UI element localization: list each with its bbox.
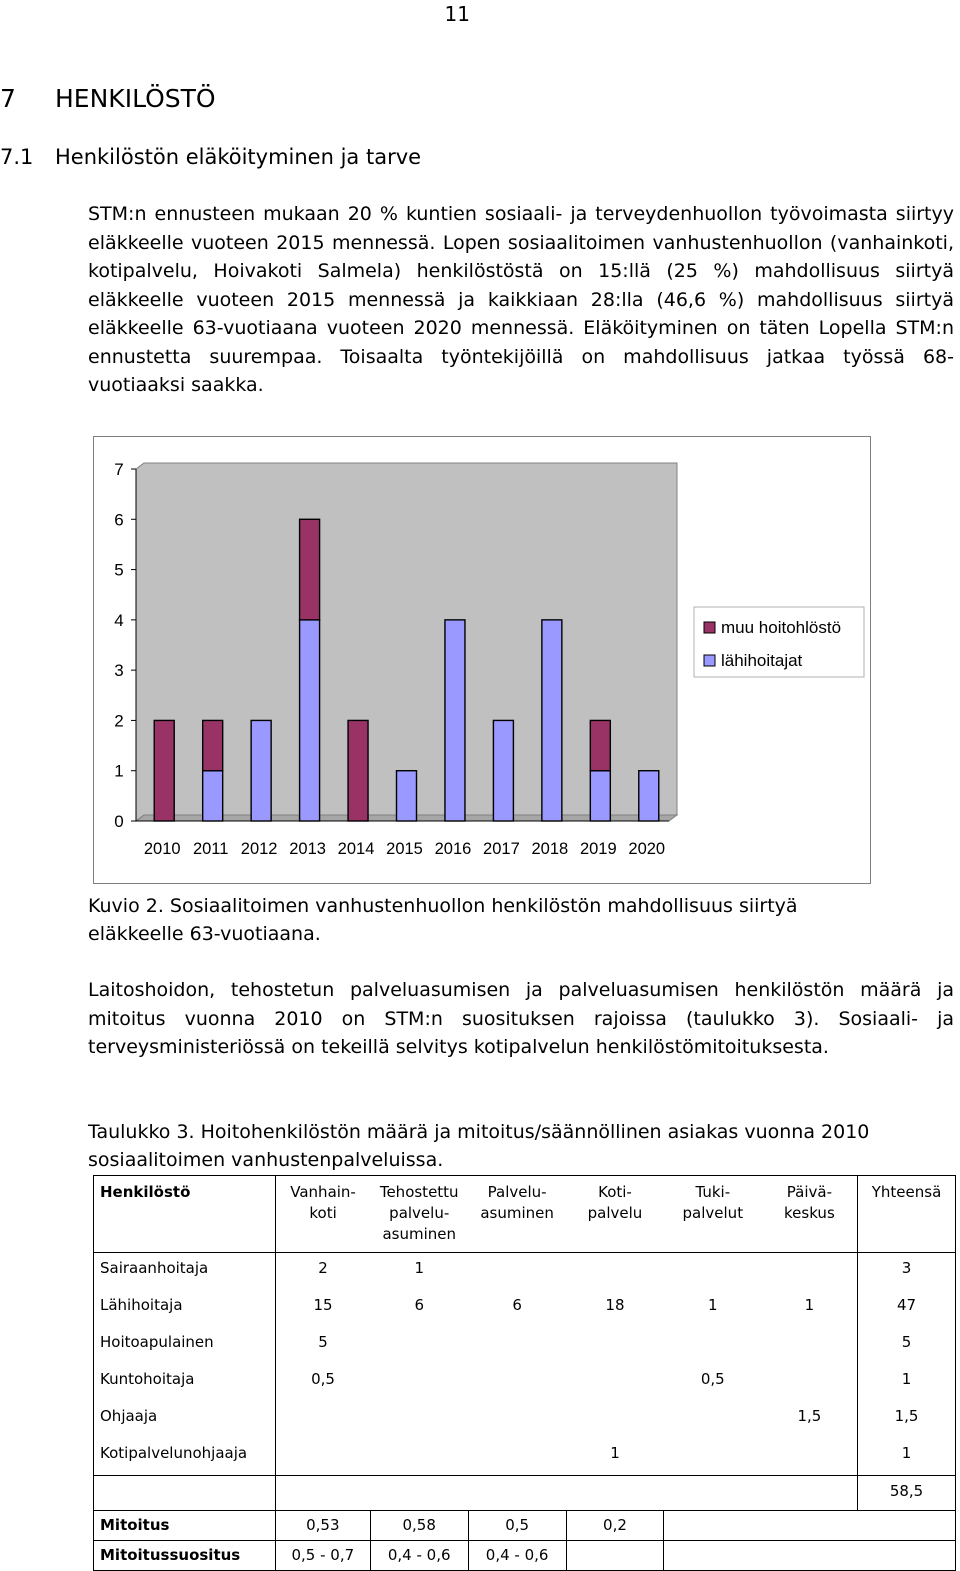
table-cell <box>468 1476 566 1511</box>
row-label: Kuntohoitaja <box>94 1364 276 1401</box>
column-header <box>275 1176 370 1253</box>
column-header-line: keskus <box>784 1204 835 1222</box>
table-cell: 1,5 <box>797 1407 822 1425</box>
table-cell: 15 <box>313 1296 333 1314</box>
column-header-line: Palvelu- <box>487 1183 547 1201</box>
table-cell: 0,5 <box>700 1370 725 1388</box>
table-cell <box>275 1476 370 1511</box>
x-tick-label: 2012 <box>240 840 278 858</box>
table-cell: 1 <box>858 1364 956 1401</box>
x-tick-label: 2017 <box>483 840 520 858</box>
y-tick-label: 2 <box>114 711 124 731</box>
table-cell <box>762 1438 858 1476</box>
column-header <box>468 1176 566 1253</box>
table-cell: 18 <box>605 1296 625 1314</box>
table-cell: 1,5 <box>858 1401 956 1438</box>
table-cell <box>664 1253 762 1291</box>
legend-swatch <box>704 622 715 633</box>
table-total-row <box>94 1476 956 1511</box>
table-cell <box>370 1401 468 1438</box>
bar-segment <box>445 620 465 821</box>
table-cell: 1 <box>804 1296 815 1314</box>
y-tick-label: 4 <box>114 610 124 630</box>
bar-segment <box>203 720 223 770</box>
row-label: Sairaanhoitaja <box>94 1253 276 1291</box>
retirement-chart-svg <box>93 436 871 884</box>
section-number: 7 <box>0 84 16 113</box>
table-cell <box>762 1541 858 1571</box>
bar-segment <box>397 771 417 821</box>
row-label: Ohjaaja <box>94 1401 276 1438</box>
table-cell <box>858 1511 956 1541</box>
paragraph-retirement-forecast: STM:n ennusteen mukaan 20 % kuntien sosiaali- ja terveydenhuollon työvoimasta siirtyy eläkkeelle vuoteen 2015 mennessä. Lopen sosiaalitoimen vanhustenhuollon (vanhainkoti, kotipalvelu, Hoivakoti Salmela) henkilöstöstä on 15:llä (25 %) mahdollisuus siirtyä eläkkeelle vuoteen 2015 mennessä ja kaikkiaan 28:lla (46,6 %) mahdollisuus siirtyä eläkkeelle 63-vuotiaana vuoteen 2020 mennessä. Eläköityminen on täten Lopella STM:n ennustetta suurempaa. Toisaalta työntekijöillä on mahdollisuus jatkaa työssä 68-vuotiaaksi saakka. <box>88 203 954 396</box>
bar-segment <box>590 720 610 770</box>
x-tick-label: 2013 <box>289 840 326 858</box>
subsection-title: Henkilöstön eläköityminen ja tarve <box>55 145 422 169</box>
table-cell <box>664 1327 762 1364</box>
page-number: 11 <box>444 2 470 26</box>
table-cell <box>468 1401 566 1438</box>
table-cell <box>664 1541 762 1571</box>
table-header-row <box>94 1176 956 1253</box>
table-cell <box>370 1327 468 1364</box>
table-cell <box>762 1327 858 1364</box>
table-row <box>94 1327 956 1364</box>
bar-segment <box>542 620 562 821</box>
column-header-line: Tuki- <box>695 1183 731 1201</box>
table-cell <box>370 1476 468 1511</box>
table-cell <box>275 1401 370 1438</box>
table-cell <box>762 1511 858 1541</box>
table-cell <box>566 1401 664 1438</box>
row-label: Mitoitussuositus <box>94 1541 276 1571</box>
column-header-line: koti <box>309 1204 337 1222</box>
column-header-line: Vanhain- <box>290 1183 356 1201</box>
table-header-label: Henkilöstö <box>94 1176 276 1253</box>
table-cell <box>664 1438 762 1476</box>
bar-segment <box>348 720 368 821</box>
column-header <box>370 1176 468 1253</box>
x-tick-label: 2015 <box>386 840 423 858</box>
table-cell: 1 <box>414 1259 424 1277</box>
table-cell <box>762 1476 858 1511</box>
table-cell: 0,5 <box>311 1370 335 1388</box>
table-cell <box>468 1253 566 1291</box>
table-row <box>94 1290 956 1327</box>
table-cell <box>566 1327 664 1364</box>
table-cell: 0,5 <box>468 1511 566 1541</box>
table-row <box>94 1364 956 1401</box>
table-cell: 1 <box>858 1438 956 1476</box>
table-cell <box>762 1253 858 1291</box>
row-label: Hoitoapulainen <box>94 1327 276 1364</box>
table-cell: 6 <box>512 1296 522 1314</box>
x-tick-label: 2019 <box>579 840 617 858</box>
table-cell <box>468 1327 566 1364</box>
bar-segment <box>639 771 659 821</box>
table-caption: Taulukko 3. Hoitohenkilöstön määrä ja mitoitus/säännöllinen asiakas vuonna 2010 sosiaalitoimen vanhustenpalveluissa. <box>88 1121 870 1171</box>
column-header-line: Päivä- <box>786 1183 832 1201</box>
bar-segment <box>203 771 223 821</box>
table-suositus-row <box>94 1541 956 1571</box>
y-tick-label: 5 <box>114 560 124 580</box>
table-cell: 58,5 <box>858 1476 956 1511</box>
table-cell <box>762 1364 858 1401</box>
column-header-line: Yhteensä <box>871 1183 942 1201</box>
y-tick-label: 7 <box>114 460 124 479</box>
y-tick-label: 3 <box>114 661 124 681</box>
table-cell <box>468 1438 566 1476</box>
table-cell: 3 <box>858 1253 956 1291</box>
table-cell <box>664 1476 762 1511</box>
table-cell: 0,58 <box>370 1511 468 1541</box>
legend-swatch <box>704 655 715 666</box>
bar-segment <box>300 519 320 620</box>
x-tick-label: 2016 <box>434 840 472 858</box>
table-cell: 1 <box>708 1296 718 1314</box>
y-tick-label: 1 <box>114 761 124 781</box>
subsection-number: 7.1 <box>0 145 34 169</box>
column-header <box>858 1176 956 1253</box>
column-header-line: asuminen <box>480 1204 554 1222</box>
y-tick-label: 6 <box>114 510 124 530</box>
table-cell <box>566 1364 664 1401</box>
table-cell: 2 <box>318 1259 328 1277</box>
table-row <box>94 1401 956 1438</box>
x-tick-label: 2020 <box>628 840 666 858</box>
table-row <box>94 1253 956 1291</box>
table-cell: 1 <box>610 1444 620 1462</box>
bar-segment <box>251 720 271 821</box>
bar-segment <box>493 720 513 821</box>
column-header-line: palvelu <box>587 1204 643 1222</box>
column-header-line: Tehostettu <box>379 1183 459 1201</box>
table-cell <box>468 1364 566 1401</box>
table-cell <box>858 1541 956 1571</box>
x-tick-label: 2014 <box>337 840 375 858</box>
figure-caption: Kuvio 2. Sosiaalitoimen vanhustenhuollon henkilöstön mahdollisuus siirtyä eläkkeelle 63-vuotiaana. <box>88 895 798 945</box>
row-label: Lähihoitaja <box>94 1290 276 1327</box>
legend-label: lähihoitajat <box>721 651 803 670</box>
table-cell <box>566 1253 664 1291</box>
bar-segment <box>590 771 610 821</box>
table-mitoitus-row <box>94 1511 956 1541</box>
x-tick-label: 2010 <box>143 840 181 858</box>
x-tick-label: 2011 <box>192 840 229 858</box>
y-tick-label: 0 <box>114 812 124 831</box>
retirement-chart <box>93 436 871 884</box>
table-cell: 6 <box>414 1296 424 1314</box>
bar-segment <box>300 620 320 821</box>
row-label: Mitoitus <box>94 1511 276 1541</box>
table-row <box>94 1438 956 1476</box>
table-cell: 0,5 - 0,7 <box>275 1541 370 1571</box>
table-cell <box>275 1438 370 1476</box>
row-label: Kotipalvelunohjaaja <box>94 1438 276 1476</box>
table-cell <box>566 1541 664 1571</box>
column-header-line: asuminen <box>382 1225 456 1243</box>
legend-label: muu hoitohlöstö <box>721 618 842 637</box>
bar-segment <box>154 720 174 821</box>
column-header-line: palvelu- <box>389 1204 450 1222</box>
column-header-line: palvelut <box>682 1204 744 1222</box>
paragraph-staffing: Laitoshoidon, tehostetun palveluasumisen ja palveluasumisen henkilöstön määrä ja mitoitus vuonna 2010 on STM:n suosituksen rajoissa (taulukko 3). Sosiaali- ja terveysministeriössä on tekeillä selvitys kotipalvelun henkilöstömitoituksesta. <box>88 979 954 1058</box>
column-header <box>566 1176 664 1253</box>
table-cell: 5 <box>318 1333 328 1351</box>
table-cell: 0,2 <box>566 1511 664 1541</box>
table-cell <box>566 1476 664 1511</box>
column-header-line: Koti- <box>598 1183 632 1201</box>
table-cell: 5 <box>858 1327 956 1364</box>
table-cell <box>370 1364 468 1401</box>
staffing-table <box>93 1175 956 1571</box>
table-cell: 0,4 - 0,6 <box>468 1541 566 1571</box>
table-cell: 47 <box>858 1290 956 1327</box>
x-tick-label: 2018 <box>531 840 569 858</box>
table-cell: 0,4 - 0,6 <box>370 1541 468 1571</box>
table-cell: 0,53 <box>275 1511 370 1541</box>
row-label <box>94 1476 276 1511</box>
column-header <box>762 1176 858 1253</box>
table-cell <box>370 1438 468 1476</box>
table-cell <box>664 1511 762 1541</box>
section-title: HENKILÖSTÖ <box>55 84 216 113</box>
column-header <box>664 1176 762 1253</box>
table-cell <box>664 1401 762 1438</box>
